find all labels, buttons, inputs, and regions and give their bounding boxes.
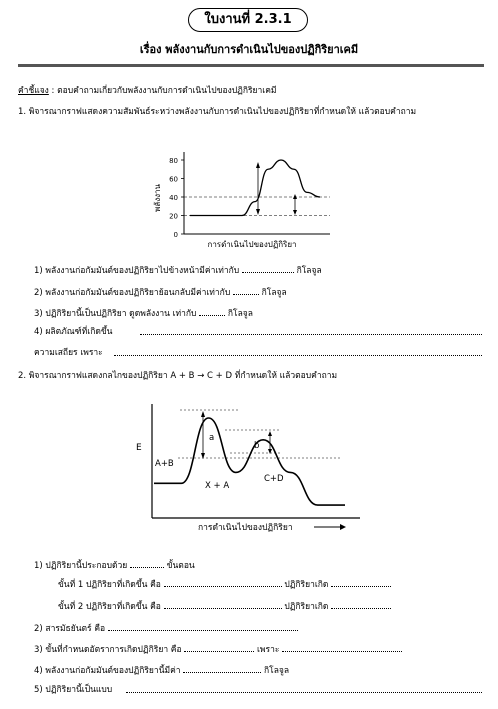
q2-item-2-blank[interactable] [108,622,298,631]
q2-step-2 [58,600,391,613]
q1-ytick-label: 20 [169,212,178,221]
q2-prompt: 2. พิจารณากราฟแสดงกลไกของปฏิกิริยา A + B → C + D ที่กำหนดให้ แล้วตอบคำถาม [18,371,338,381]
q2-item-3-reason-blank[interactable] [282,643,402,652]
q2-step-2-type-blank[interactable] [331,600,391,609]
q2-item-1-text: 1) ปฏิกิริยานี้ประกอบด้วย [34,561,128,571]
q2-x-arrow-head [340,524,346,530]
q1-item-2-text: 2) พลังงานก่อกัมมันต์ของปฏิกิริยาย้อนกลับมีค่าเท่ากับ [34,288,231,298]
q2-item-3-text: 3) ขั้นที่กำหนดอัตราการเกิดปฏิกิริยา คือ [34,645,182,655]
q2-step-1-text: ขั้นที่ 1 ปฏิกิริยาที่เกิดขึ้น คือ [58,580,161,590]
q2-item-4 [34,664,289,677]
q1-x-label: การดำเนินไปของปฏิกิริยา [207,240,297,249]
q2-x-label: การดำเนินไปของปฏิกิริยา [198,523,293,533]
q1-energy-curve [190,160,320,216]
q2-label-b: b [254,441,260,451]
q2-y-label: E [136,443,142,453]
q1-item-1-unit: กิโลจูล [296,266,322,276]
q1-item-3 [34,307,253,320]
q2-label-product: C+D [264,474,284,484]
q1-item-1-text: 1) พลังงานก่อกัมมันต์ของปฏิกิริยาไปข้างหน้ามีค่าเท่ากับ [34,266,240,276]
q2-item-4-unit: กิโลจูล [263,666,290,676]
q2-label-intermediate: X + A [205,481,230,491]
q1-item-1-blank[interactable] [242,264,294,273]
q2-axes [152,404,360,518]
q2-item-4-blank[interactable] [183,664,261,673]
q2-step-2-blank[interactable] [164,600,282,609]
q1-item-2 [34,286,287,299]
q2-item-2-text: 2) สารมัธยันตร์ คือ [34,624,106,634]
instruction-label: คำชี้แจง [18,86,49,96]
q2-step-2-reaction: ปฏิกิริยาเกิด [284,602,329,612]
q1-item-1 [34,264,322,277]
q1-arrow-forward-head [256,162,260,168]
q2-energy-curve [154,418,345,505]
q2-item-1-unit: ขั้นตอน [166,561,195,571]
q2-item-1 [34,559,195,572]
header-divider [18,64,484,67]
q2-step-1 [58,578,391,591]
q2-label-reactant: A+B [155,459,174,469]
q1-item-2-unit: กิโลจูล [261,288,287,298]
q1-ytick-label: 0 [173,231,178,239]
q2-item-4-text: 4) พลังงานก่อกัมมันต์ของปฏิกิริยานี้มีค่า [34,666,181,676]
q2-step-1-reaction: ปฏิกิริยาเกิด [284,580,329,590]
q1-item-4 [34,327,112,338]
q1-ticks [169,157,184,239]
q1-y-label: พลังงาน [153,184,162,212]
q2-item-3-because: เพราะ [257,645,280,655]
worksheet-subtitle: เรื่อง พลังงานกับการดำเนินไปของปฏิกิริยาเคมี [139,43,359,56]
q1-arrow-delta-tail [293,210,297,215]
q1-prompt: 1. พิจารณากราฟแสดงความสัมพันธ์ระหว่างพลังงานกับการดำเนินไปของปฏิกิริยาที่กำหนดให้ แล้วตอบคำถาม [18,107,417,117]
q2-step-1-blank[interactable] [164,578,282,587]
q1-item-4-text: 4) ผลิตภัณฑ์ที่เกิดขึ้น [34,327,113,337]
q1-ytick-label: 60 [169,175,178,184]
q1-stability-blank[interactable] [114,355,482,356]
q2-step-1-type-blank[interactable] [331,578,391,587]
q2-step-2-text: ขั้นที่ 2 ปฏิกิริยาที่เกิดขึ้น คือ [58,602,161,612]
q2-item-3-blank[interactable] [184,643,254,652]
worksheet-title: ใบงานที่ 2.3.1 [188,8,308,32]
q1-arrow-forward-tail [256,209,260,215]
q2-item-5 [34,685,112,696]
q1-energy-chart [140,150,340,250]
q2-item-5-blank[interactable] [126,692,482,693]
q2-item-3 [34,643,402,656]
instruction-text: : ตอบคำถามเกี่ยวกับพลังงานกับการดำเนินไปของปฏิกิริยาเคมี [48,86,277,96]
q2-item-1-blank[interactable] [130,559,164,568]
q1-ytick-label: 40 [169,194,178,202]
q1-ytick-label: 80 [169,157,178,165]
q1-arrows [256,162,297,215]
instruction [18,86,277,97]
q1-arrow-delta-head [293,194,297,199]
q2-item-5-text: 5) ปฏิกิริยานี้เป็นแบบ [34,685,113,695]
q1-item-3-text: 3) ปฏิกิริยานี้เป็นปฏิกิริยา ดูดพลังงาน เท่ากับ [34,309,197,319]
q1-stability: ความเสถียร เพราะ [34,348,103,358]
q1-item-3-unit: กิโลจูล [227,309,253,319]
q2-item-2 [34,622,298,635]
q2-label-a: a [209,433,215,443]
q1-item-2-blank[interactable] [233,286,259,295]
q2-mechanism-chart [130,398,370,538]
q1-item-4-blank[interactable] [140,334,482,335]
q1-item-3-blank[interactable] [199,307,225,316]
